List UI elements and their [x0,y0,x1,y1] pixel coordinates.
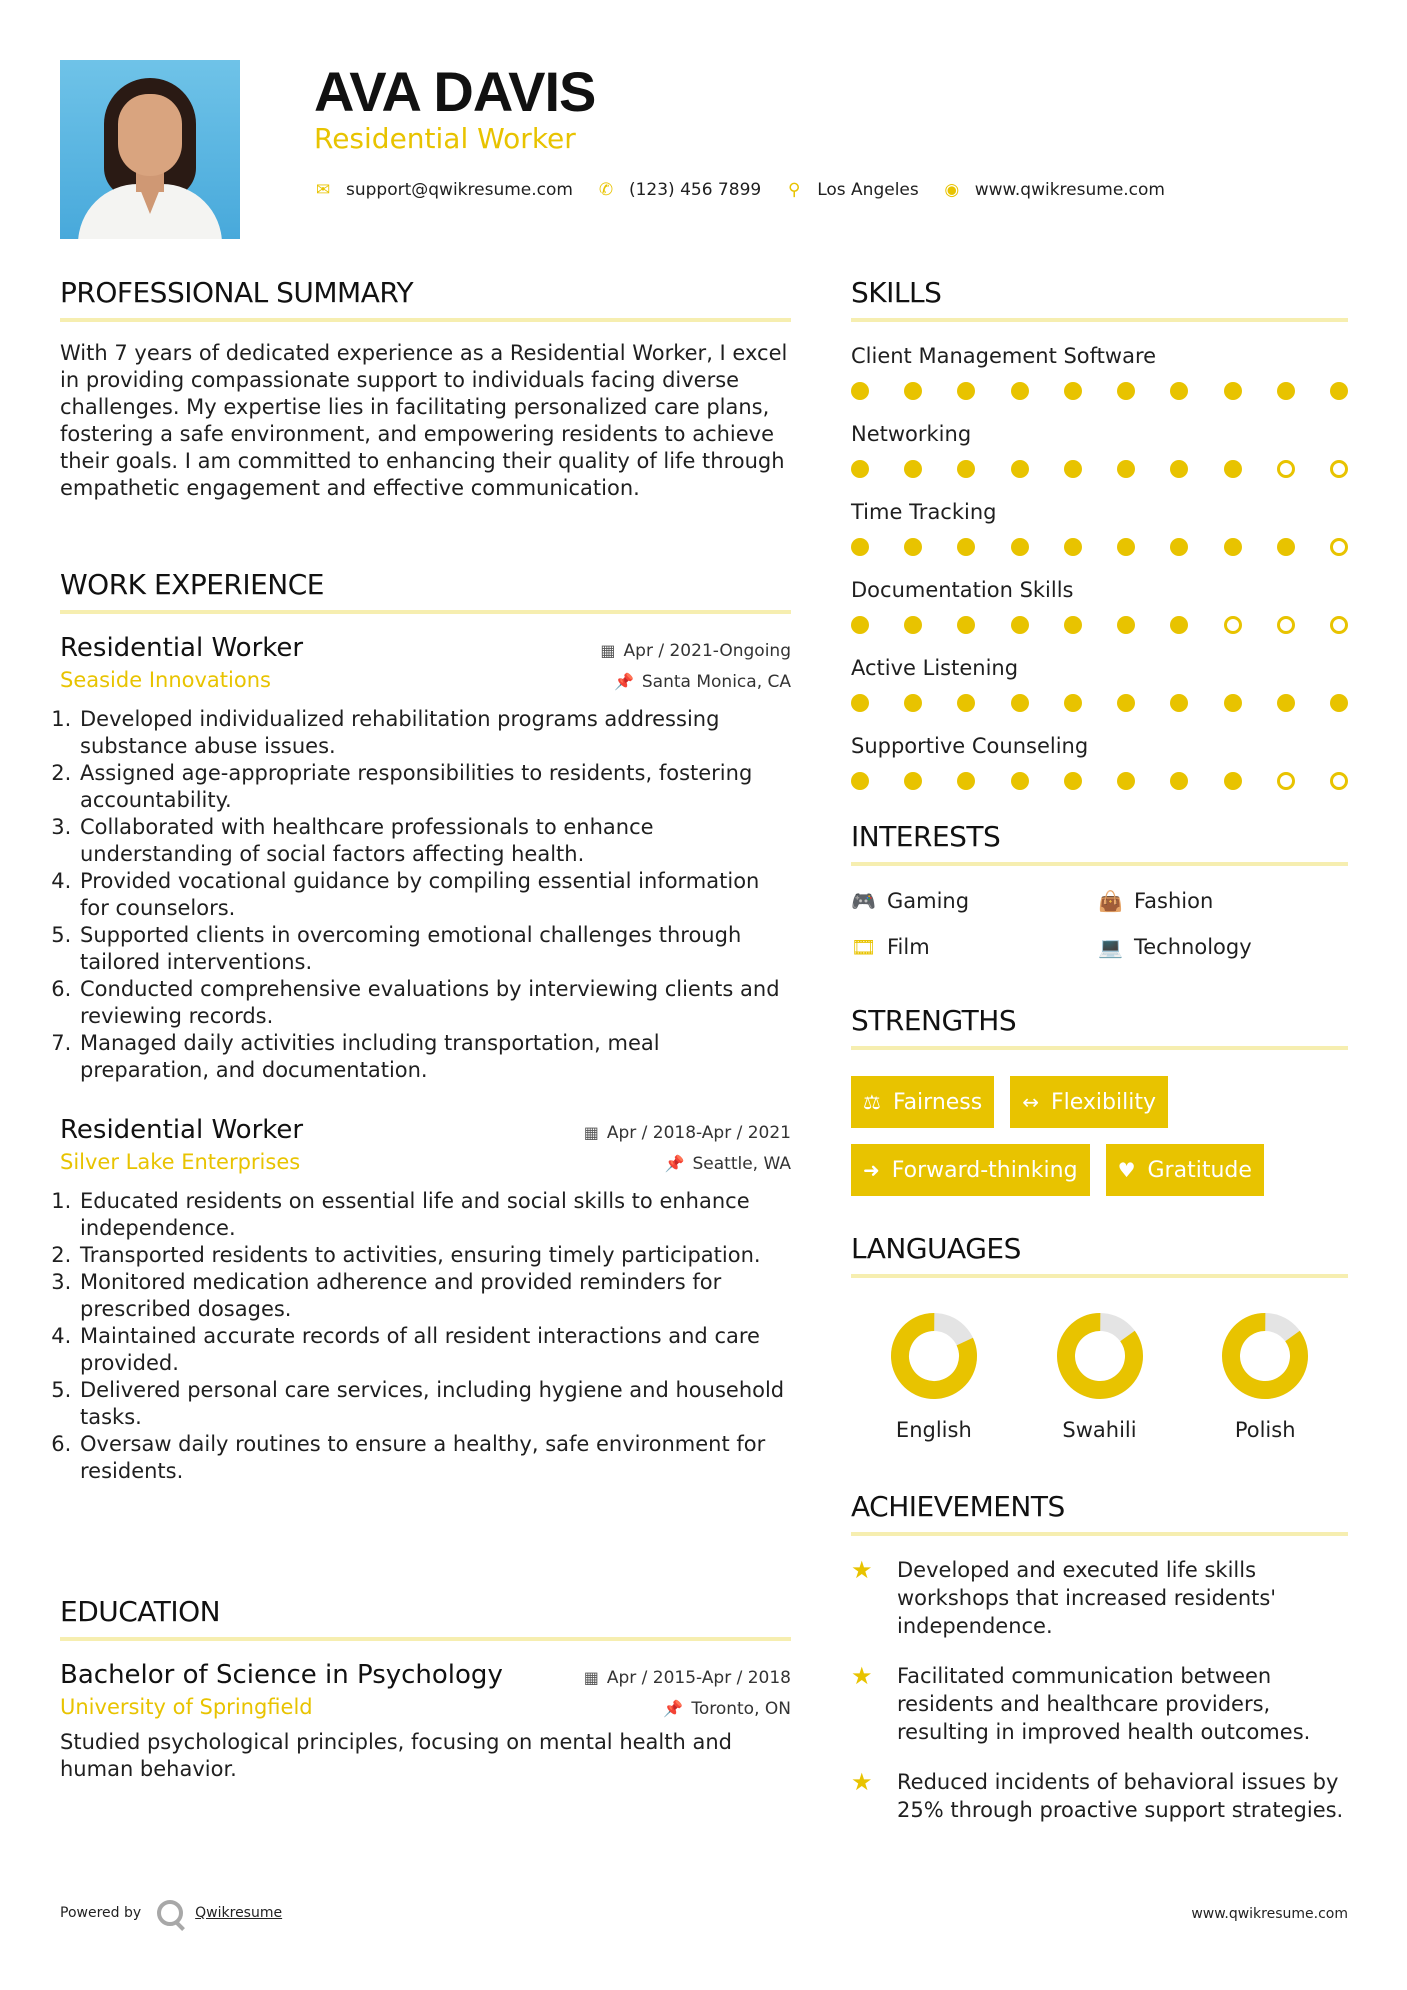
rating-dot-filled [904,694,922,712]
rating-dot-filled [1064,382,1082,400]
footer-website-link[interactable]: www.qwikresume.com [1191,1906,1348,1922]
rating-dot-filled [1117,694,1135,712]
rating-dot-filled [957,538,975,556]
interest-label: Gaming [887,889,970,913]
interests-list [851,888,1348,960]
skill-rating [851,616,1348,634]
pushpin-icon: 📌 [664,1154,685,1173]
rating-dot-empty [1330,772,1348,790]
brand-link[interactable]: Qwikresume [195,1905,283,1921]
rating-dot-filled [1224,694,1242,712]
school-name: University of Springfield [60,1695,313,1719]
achievement-text: Reduced incidents of behavioral issues by 25% through proactive support strategies. [897,1770,1344,1822]
achievement-text: Facilitated communication between residents and healthcare providers, resulting in improved health outcomes. [897,1664,1311,1744]
strength-label: Fairness [892,1089,983,1115]
film-icon: 🎞 [851,935,877,959]
interest-label: Film [887,935,930,959]
envelope-icon: ✉ [315,180,331,200]
achievements-section [851,1490,1348,1824]
summary-heading: PROFESSIONAL SUMMARY [60,276,791,322]
strength-label: Flexibility [1051,1089,1156,1115]
rating-dot-filled [1117,616,1135,634]
strengths-list [851,1076,1348,1196]
rating-dot-filled [1170,616,1188,634]
rating-dot-filled [1011,772,1029,790]
rating-dot-filled [1224,538,1242,556]
education-location: Toronto, ON [691,1698,791,1719]
rating-dot-empty [1277,772,1295,790]
interests-heading: INTERESTS [851,820,1348,866]
list-item: 7. Managed daily activities including transportation, meal preparation, and documentation. [78,1030,791,1084]
achievement-item [851,1662,1348,1746]
education-section [60,1595,791,1783]
rating-dot-empty [1330,538,1348,556]
skill-name: Documentation Skills [851,578,1074,602]
rating-dot-filled [1224,772,1242,790]
rating-dot-filled [1117,382,1135,400]
list-item: 2. Assigned age-appropriate responsibilities to residents, fostering accountability. [78,760,791,814]
language-name: Swahili [1062,1418,1137,1442]
rating-dot-filled [1064,772,1082,790]
rating-dot-filled [1117,460,1135,478]
rating-dot-filled [1011,616,1029,634]
language-item [1182,1312,1348,1442]
languages-heading: LANGUAGES [851,1232,1348,1278]
rating-dot-empty [1330,616,1348,634]
rating-dot-filled [1170,694,1188,712]
skills-list [851,342,1348,790]
list-item: 4. Provided vocational guidance by compiling essential information for counselors. [78,868,791,922]
rating-dot-filled [957,460,975,478]
achievement-text: Developed and executed life skills workshops that increased residents' independence. [897,1558,1277,1638]
rating-dot-filled [1064,538,1082,556]
experience-section [60,568,791,1485]
language-proficiency-ring [1056,1312,1144,1400]
list-item: 1. Educated residents on essential life and social skills to enhance independence. [78,1188,791,1242]
company-name: Seaside Innovations [60,668,271,692]
list-item: 1. Developed individualized rehabilitation programs addressing substance abuse issues. [78,706,791,760]
calendar-icon: ▦ [583,1668,599,1687]
balance-scale-icon: ⚖ [863,1090,881,1114]
interest-item [851,888,1098,914]
job-entry-title: Residential Worker [60,633,304,663]
ring-fill [890,1312,978,1400]
pushpin-icon: 📌 [613,672,634,691]
job-entry [60,1114,791,1485]
list-item: 5. Supported clients in overcoming emotional challenges through tailored interventions. [78,922,791,976]
shopping-bag-icon: 👜 [1098,889,1123,913]
website-link[interactable]: www.qwikresume.com [974,180,1165,200]
skill-item [851,732,1348,790]
interests-section [851,820,1348,960]
rating-dot-filled [1170,772,1188,790]
rating-dot-filled [1330,382,1348,400]
rating-dot-empty [1277,616,1295,634]
rating-dot-filled [904,538,922,556]
rating-dot-filled [957,382,975,400]
skill-item [851,576,1348,634]
star-icon: ★ [851,1768,873,1796]
list-item: 4. Maintained accurate records of all resident interactions and care provided. [78,1323,791,1377]
rating-dot-filled [904,382,922,400]
rating-dot-filled [851,616,869,634]
heart-icon: ♥ [1117,1158,1136,1182]
rating-dot-filled [1330,694,1348,712]
rating-dot-filled [1170,538,1188,556]
strength-tag [851,1144,1090,1196]
job-entry-title: Residential Worker [60,1115,304,1145]
languages-section [851,1232,1348,1442]
list-item: 6. Conducted comprehensive evaluations by interviewing clients and reviewing records. [78,976,791,1030]
language-item [851,1312,1017,1442]
language-proficiency-ring [890,1312,978,1400]
summary-section [60,276,791,502]
arrow-right-icon: ➜ [863,1158,880,1182]
rating-dot-filled [1224,382,1242,400]
rating-dot-filled [1011,694,1029,712]
map-pin-icon: ⚲ [787,180,801,200]
education-heading: EDUCATION [60,1595,791,1641]
email-link[interactable]: support@qwikresume.com [346,180,573,200]
phone-text: (123) 456 7899 [628,180,762,200]
skill-rating [851,538,1348,556]
achievements-list [851,1556,1348,1824]
skills-heading: SKILLS [851,276,1348,322]
strength-tag [1106,1144,1264,1196]
laptop-icon: 💻 [1098,935,1123,959]
language-name: Polish [1234,1418,1296,1442]
skill-item [851,420,1348,478]
summary-text: With 7 years of dedicated experience as a Residential Worker, I excel in providing compassionate support to individuals facing diverse challenges. My expertise lies in facilitating personalized care plans, fostering a safe environment, and empowering residents to achieve their goals. I am committed to enhancing their quality of life through empathetic engagement and effective communication. [60,341,788,500]
skill-name: Active Listening [851,656,1019,680]
job-dates: Apr / 2018-Apr / 2021 [606,1122,791,1143]
gamepad-icon: 🎮 [851,889,876,913]
strengths-heading: STRENGTHS [851,1004,1348,1050]
star-icon: ★ [851,1556,873,1584]
rating-dot-filled [1170,382,1188,400]
languages-list [851,1312,1348,1442]
skill-rating [851,772,1348,790]
candidate-name: AVA DAVIS [314,60,596,123]
interest-item [1098,888,1348,914]
rating-dot-filled [1011,382,1029,400]
interest-item [851,934,1098,960]
skill-name: Client Management Software [851,344,1157,368]
footer-powered-by [60,1900,282,1926]
rating-dot-filled [1224,460,1242,478]
interest-item [1098,934,1348,960]
rating-dot-empty [1277,460,1295,478]
rating-dot-filled [851,460,869,478]
education-dates: Apr / 2015-Apr / 2018 [606,1667,791,1688]
rating-dot-filled [1064,616,1082,634]
skill-item [851,654,1348,712]
education-description: Studied psychological principles, focusing on mental health and human behavior. [60,1730,732,1781]
rating-dot-filled [851,382,869,400]
rating-dot-empty [1330,460,1348,478]
rating-dot-filled [957,694,975,712]
ring-fill [1221,1312,1309,1400]
powered-by-text: Powered by [60,1905,142,1921]
strength-label: Forward-thinking [891,1157,1078,1183]
rating-dot-filled [957,772,975,790]
skills-section [851,276,1348,790]
job-entry [60,632,791,1084]
skill-rating [851,694,1348,712]
company-name: Silver Lake Enterprises [60,1150,301,1174]
skill-name: Supportive Counseling [851,734,1089,758]
interest-label: Fashion [1134,889,1214,913]
job-dates: Apr / 2021-Ongoing [623,640,791,661]
ring-fill [1056,1312,1144,1400]
language-proficiency-ring [1221,1312,1309,1400]
job-bullets [60,706,791,1084]
list-item: 6. Oversaw daily routines to ensure a healthy, safe environment for residents. [78,1431,791,1485]
list-item: 5. Delivered personal care services, including hygiene and household tasks. [78,1377,791,1431]
globe-icon: ◉ [944,180,960,200]
rating-dot-empty [1224,616,1242,634]
rating-dot-filled [904,460,922,478]
experience-heading: WORK EXPERIENCE [60,568,791,614]
rating-dot-filled [904,616,922,634]
contact-bar [314,180,1189,200]
list-item: 2. Transported residents to activities, ensuring timely participation. [78,1242,791,1269]
rating-dot-filled [1064,460,1082,478]
job-bullets [60,1188,791,1485]
skill-rating [851,382,1348,400]
rating-dot-filled [851,538,869,556]
rating-dot-filled [1277,694,1295,712]
rating-dot-filled [904,772,922,790]
job-title: Residential Worker [314,122,576,155]
skill-rating [851,460,1348,478]
calendar-icon: ▦ [583,1123,599,1142]
rating-dot-filled [1170,460,1188,478]
strength-tag [851,1076,994,1128]
rating-dot-filled [1117,772,1135,790]
profile-photo [60,60,240,239]
strength-label: Gratitude [1147,1157,1252,1183]
list-item: 3. Collaborated with healthcare professionals to enhance understanding of social factors affecting health. [78,814,791,868]
rating-dot-filled [1277,538,1295,556]
calendar-icon: ▦ [600,641,616,660]
rating-dot-filled [1064,694,1082,712]
job-location: Santa Monica, CA [641,671,791,692]
rating-dot-filled [851,772,869,790]
strengths-section [851,1004,1348,1196]
rating-dot-filled [957,616,975,634]
strength-tag [1010,1076,1168,1128]
language-item [1017,1312,1183,1442]
skill-item [851,342,1348,400]
rating-dot-filled [1011,460,1029,478]
phone-icon: ✆ [598,180,614,200]
skill-item [851,498,1348,556]
qwikresume-logo-icon [157,1900,183,1926]
arrows-horizontal-icon: ↔ [1022,1090,1039,1114]
achievement-item [851,1768,1348,1824]
list-item: 3. Monitored medication adherence and provided reminders for prescribed dosages. [78,1269,791,1323]
pushpin-icon: 📌 [663,1699,684,1718]
location-text: Los Angeles [817,180,919,200]
achievement-item [851,1556,1348,1640]
skill-name: Time Tracking [851,500,997,524]
rating-dot-filled [1117,538,1135,556]
skill-name: Networking [851,422,972,446]
rating-dot-filled [1011,538,1029,556]
achievements-heading: ACHIEVEMENTS [851,1490,1348,1536]
rating-dot-filled [851,694,869,712]
star-icon: ★ [851,1662,873,1690]
interest-label: Technology [1134,935,1252,959]
degree-title: Bachelor of Science in Psychology [60,1660,503,1690]
rating-dot-filled [1277,382,1295,400]
language-name: English [895,1418,972,1442]
job-location: Seattle, WA [692,1153,791,1174]
